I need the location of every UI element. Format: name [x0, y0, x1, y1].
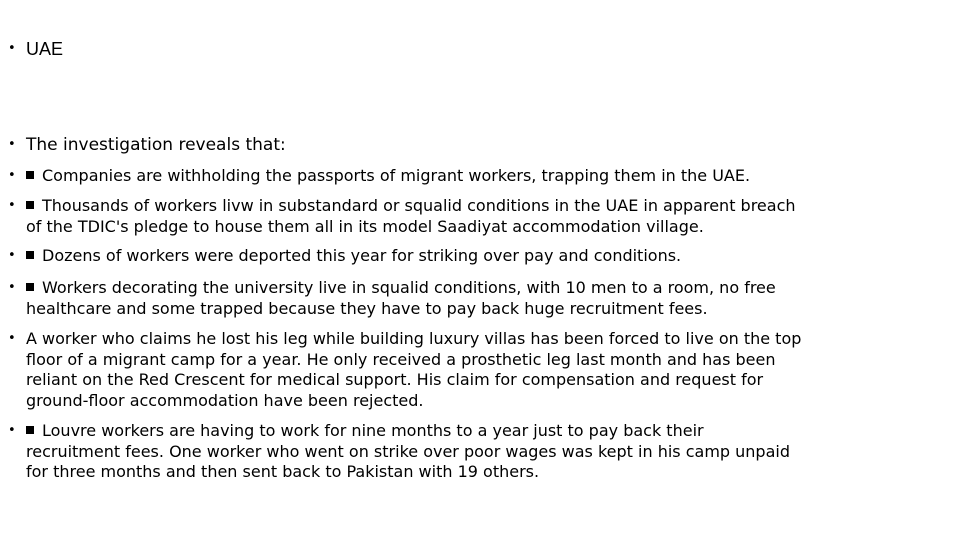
finding-item-5: [8, 329, 954, 411]
finding-text: A worker who claims he lost his leg while building luxury villas has been forced to live on the top floor of a migrant camp for a year. He only received a prosthetic leg last month and has been reliant on the Red Crescent for medical support. His claim for compensation and request for ground-floor accommodation have been rejected.: [26, 329, 802, 410]
bullet-dot-icon: •: [8, 423, 16, 438]
bullet-dot-icon: •: [8, 168, 16, 183]
finding-item-4: [8, 278, 954, 319]
finding-text: Workers decorating the university live in squalid conditions, with 10 men to a room, no free healthcare and some trapped because they have to pay back huge recruitment fees.: [26, 278, 776, 318]
finding-item-1: [8, 166, 954, 187]
bullet-dot-icon: •: [8, 331, 16, 346]
finding-text: Thousands of workers livw in substandard or squalid conditions in the UAE in apparent breach of the TDIC's pledge to house them all in its model Saadiyat accommodation village.: [26, 196, 796, 236]
title-bullet: [8, 38, 954, 60]
finding-item-6: [8, 421, 954, 483]
bullet-dot-icon: •: [8, 248, 16, 263]
black-square-icon: [26, 201, 34, 209]
finding-text: Dozens of workers were deported this year for striking over pay and conditions.: [42, 246, 682, 265]
black-square-icon: [26, 251, 34, 259]
black-square-icon: [26, 283, 34, 291]
bullet-dot-icon: •: [8, 137, 16, 152]
finding-item-3: [8, 246, 954, 267]
black-square-icon: [26, 426, 34, 434]
bullet-dot-icon: •: [8, 280, 16, 295]
finding-text: Louvre workers are having to work for nine months to a year just to pay back their recruitment fees. One worker who went on strike over poor wages was kept in his camp unpaid for three months and then sent back to Pakistan with 19 others.: [26, 421, 790, 481]
finding-item-2: [8, 196, 954, 237]
bullet-dot-icon: •: [8, 198, 16, 213]
bullet-dot-icon: •: [8, 41, 16, 56]
black-square-icon: [26, 171, 34, 179]
intro-text: The investigation reveals that:: [26, 135, 286, 155]
finding-text: Companies are withholding the passports of migrant workers, trapping them in the UAE.: [42, 166, 751, 185]
intro-bullet: [8, 134, 954, 156]
slide-title: UAE: [26, 39, 64, 59]
